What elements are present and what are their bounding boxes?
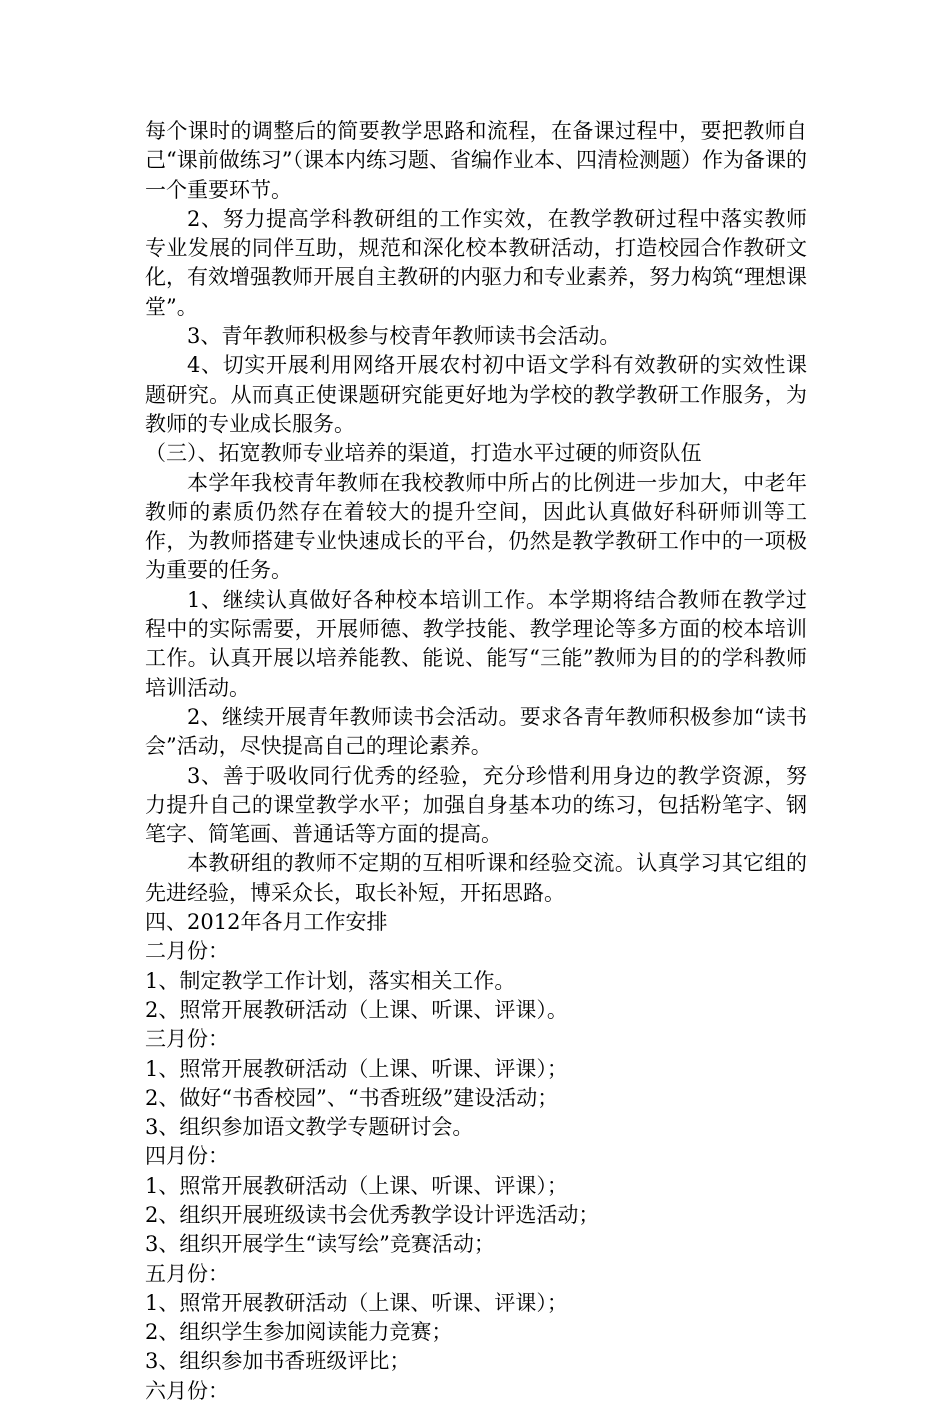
paragraph: 六月份： (145, 1378, 229, 1403)
paragraph: 1、照常开展教研活动（上课、听课、评课）； (145, 1173, 568, 1198)
paragraph: 1、照常开展教研活动（上课、听课、评课）； (145, 1290, 568, 1315)
paragraph: 1、制定教学工作计划，落实相关工作。 (145, 968, 516, 993)
paragraph: 本教研组的教师不定期的互相听课和经验交流。认真学习其它组的先进经验，博采众长，取长补短，开拓思路。 (145, 851, 807, 905)
paragraph: 本学年我校青年教师在我校教师中所占的比例进一步加大，中老年教师的素质仍然存在着较大的提升空间，因此认真做好科研师训等工作，为教师搭建专业快速成长的平台，仍然是教学教研工作中的一项极为重要的任务。 (145, 470, 807, 583)
paragraph: 1、照常开展教研活动（上课、听课、评课）； (145, 1056, 568, 1081)
paragraph: 2、照常开展教研活动（上课、听课、评课）。 (145, 997, 568, 1022)
paragraph: 每个课时的调整后的简要教学思路和流程，在备课过程中，要把教师自己“课前做练习”（课本内练习题、省编作业本、四清检测题）作为备课的一个重要环节。 (145, 119, 807, 202)
paragraph: （三）、拓宽教师专业培养的渠道，打造水平过硬的师资队伍 (145, 441, 702, 466)
paragraph: 四、2012年各月工作安排 (145, 910, 388, 935)
paragraph: 四月份： (145, 1144, 229, 1169)
paragraph: 2、组织开展班级读书会优秀教学设计评选活动； (145, 1202, 600, 1227)
paragraph: 1、继续认真做好各种校本培训工作。本学期将结合教师在教学过程中的实际需要，开展师德、教学技能、教学理论等多方面的校本培训工作。认真开展以培养能教、能说、能写“三能”教师为目的的学科教师培训活动。 (145, 587, 807, 700)
paragraph: 2、组织学生参加阅读能力竞赛； (145, 1320, 453, 1345)
paragraph: 3、组织参加语文教学专题研讨会。 (145, 1115, 474, 1140)
paragraph: 3、组织参加书香班级评比； (145, 1349, 411, 1374)
paragraph: 2、继续开展青年教师读书会活动。要求各青年教师积极参加“读书会”活动，尽快提高自己的理论素养。 (145, 704, 807, 759)
paragraph: 3、青年教师积极参与校青年教师读书会活动。 (187, 324, 621, 349)
paragraph: 三月份： (145, 1027, 229, 1052)
paragraph: 五月份： (145, 1261, 229, 1286)
paragraph: 2、做好“书香校园”、“书香班级”建设活动； (145, 1085, 559, 1110)
paragraph: 二月份： (145, 939, 229, 964)
document-body (145, 117, 807, 1406)
paragraph: 3、善于吸收同行优秀的经验，充分珍惜利用身边的教学资源，努力提升自己的课堂教学水平；加强自身基本功的练习，包括粉笔字、钢笔字、简笔画、普通话等方面的提高。 (145, 763, 807, 847)
paragraph: 3、组织开展学生“读写绘”竞赛活动； (145, 1232, 495, 1257)
paragraph: 2、努力提高学科教研组的工作实效，在教学教研过程中落实教师专业发展的同伴互助，规范和深化校本教研活动，打造校园合作教研文化，有效增强教师开展自主教研的内驱力和专业素养，努力构筑“理想课堂”。 (145, 206, 807, 319)
paragraph: 4、切实开展利用网络开展农村初中语文学科有效教研的实效性课题研究。从而真正使课题研究能更好地为学校的教学教研工作服务，为教师的专业成长服务。 (145, 353, 807, 436)
